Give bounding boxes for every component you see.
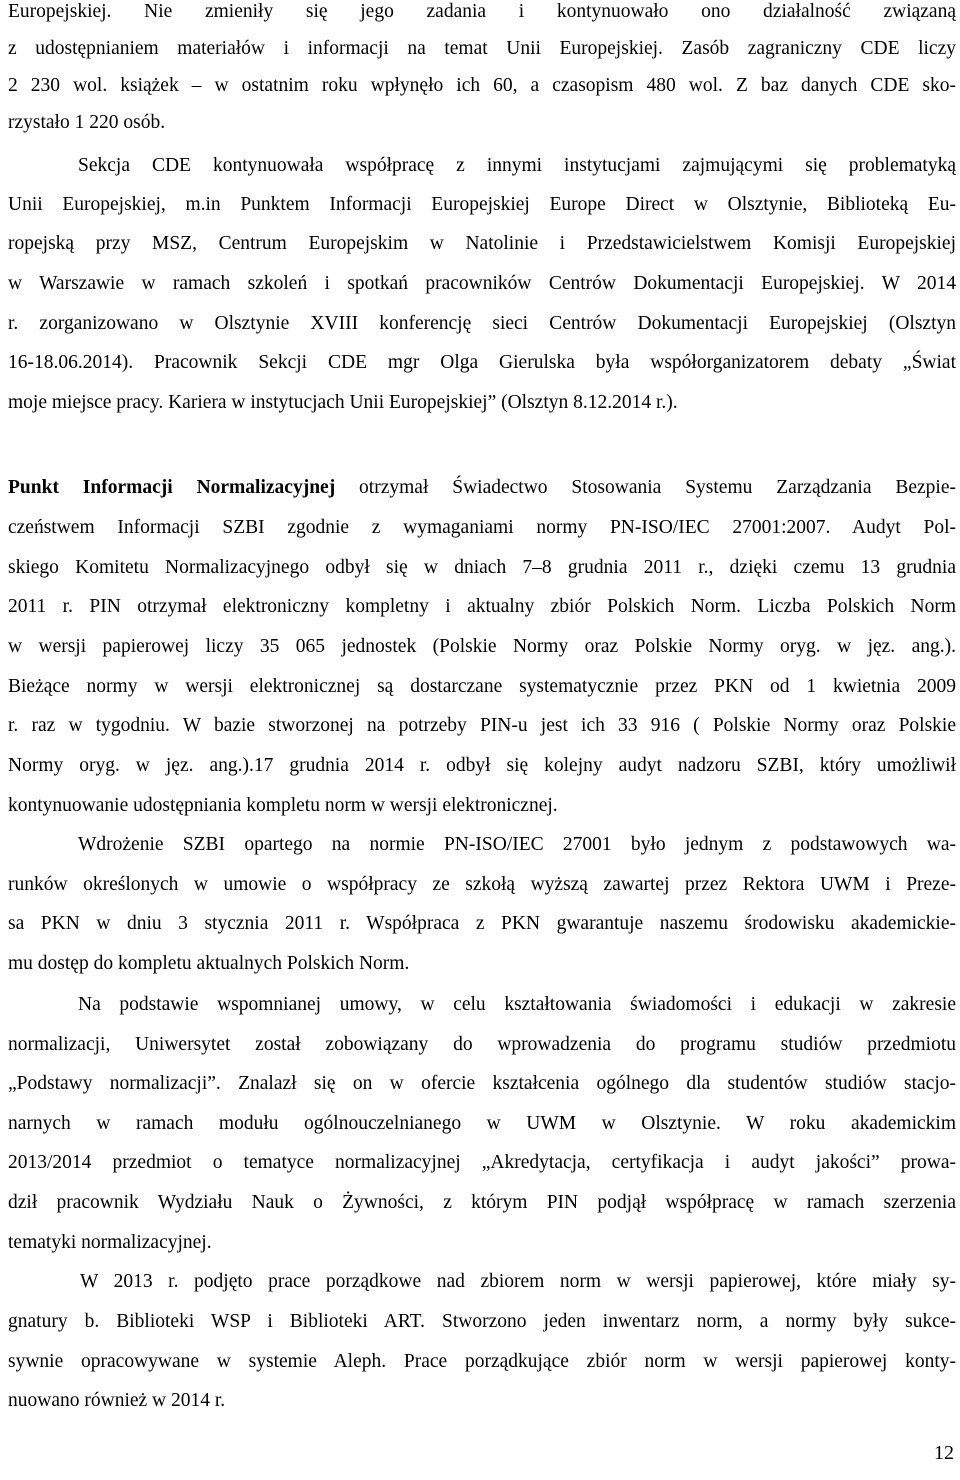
- text-line: z udostępnianiem materiałów i informacji na temat Unii Europejskiej. Zasób zagraniczny CDE liczy: [8, 38, 956, 59]
- text-line: skiego Komitetu Normalizacyjnego odbył się w dniach 7–8 grudnia 2011 r., dzięki czemu 13 grudnia: [8, 557, 956, 578]
- text-line: czeństwem Informacji SZBI zgodnie z wymaganiami normy PN-ISO/IEC 27001:2007. Audyt Pol-: [8, 517, 956, 538]
- text-line: [8, 476, 956, 500]
- text-line: dził pracownik Wydziału Nauk o Żywności, z którym PIN podjął współpracę w ramach szerzenia: [8, 1192, 956, 1213]
- text-line: w wersji papierowej liczy 35 065 jednostek (Polskie Normy oraz Polskie Normy oryg. w jęz. ang.).: [8, 636, 956, 657]
- text-line: moje miejsce pracy. Kariera w instytucjach Unii Europejskiej” (Olsztyn 8.12.2014 r.).: [8, 392, 678, 413]
- text-line: „Podstawy normalizacji”. Znalazł się on w ofercie kształcenia ogólnego dla studentów studiów stacjo-: [8, 1073, 956, 1094]
- text-line: Europejskiej. Nie zmieniły się jego zadania i kontynuowało ono działalność związaną: [8, 1, 956, 22]
- text-line: w Warszawie w ramach szkoleń i spotkań pracowników Centrów Dokumentacji Europejskiej. W 2014: [8, 273, 956, 294]
- text-line: ropejską przy MSZ, Centrum Europejskim w Natolinie i Przedstawicielstwem Komisji Europejskiej: [8, 233, 956, 254]
- text-line: Bieżące normy w wersji elektronicznej są dostarczane systematycznie przez PKN od 1 kwietnia 2009: [8, 676, 956, 697]
- text-line: gnatury b. Biblioteki WSP i Biblioteki ART. Stworzono jeden inwentarz norm, a normy były sukce-: [8, 1311, 956, 1332]
- text-line: tematyki normalizacyjnej.: [8, 1232, 212, 1253]
- text-line: 16-18.06.2014). Pracownik Sekcji CDE mgr Olga Gierulska była współorganizatorem debaty „Świat: [8, 352, 956, 373]
- text-line: 2013/2014 przedmiot o tematyce normalizacyjnej „Akredytacja, certyfikacja i audyt jakości” prowa-: [8, 1152, 956, 1173]
- text-line: Normy oryg. w jęz. ang.).17 grudnia 2014 r. odbył się kolejny audyt nadzoru SZBI, który umożliwił: [8, 755, 956, 776]
- text-line: r. raz w tygodniu. W bazie stworzonej na potrzeby PIN-u jest ich 33 916 ( Polskie Normy oraz Polskie: [8, 715, 956, 736]
- text-line: 2011 r. PIN otrzymał elektroniczny kompletny i aktualny zbiór Polskich Norm. Liczba Polskich Norm: [8, 596, 956, 617]
- text-line: normalizacji, Uniwersytet został zobowiązany do wprowadzenia do programu studiów przedmiotu: [8, 1034, 956, 1055]
- text-line: kontynuowanie udostępniania kompletu norm w wersji elektronicznej.: [8, 795, 558, 816]
- text-line: nuowano również w 2014 r.: [8, 1390, 226, 1411]
- text-line: Unii Europejskiej, m.in Punktem Informacji Europejskiej Europe Direct w Olsztynie, Biblioteką Eu-: [8, 194, 956, 215]
- text-run: otrzymał Świadectwo Stosowania Systemu Zarządzania Bezpie-: [335, 477, 956, 498]
- text-line: rzystało 1 220 osób.: [8, 112, 166, 133]
- text-line: 2 230 wol. książek – w ostatnim roku wpłynęło ich 60, a czasopism 480 wol. Z baz danych CDE sko-: [8, 75, 956, 96]
- text-line: r. zorganizowano w Olsztynie XVIII konferencję sieci Centrów Dokumentacji Europejskiej (Olsztyn: [8, 313, 956, 334]
- text-line: Na podstawie wspomnianej umowy, w celu kształtowania świadomości i edukacji w zakresie: [78, 994, 956, 1015]
- text-line: narnych w ramach modułu ogólnouczelnianego w UWM w Olsztynie. W roku akademickim: [8, 1113, 956, 1134]
- page-number: 12: [934, 1442, 954, 1464]
- text-line: runków określonych w umowie o współpracy ze szkołą wyższą zawartej przez Rektora UWM i Preze-: [8, 874, 956, 895]
- text-line: W 2013 r. podjęto prace porządkowe nad zbiorem norm w wersji papierowej, które miały sy-: [80, 1271, 956, 1292]
- text-line: mu dostęp do kompletu aktualnych Polskich Norm.: [8, 953, 410, 974]
- text-line: Wdrożenie SZBI opartego na normie PN-ISO/IEC 27001 było jednym z podstawowych wa-: [78, 834, 956, 855]
- text-line: sywnie opracowywane w systemie Aleph. Prace porządkujące zbiór norm w wersji papierowej konty-: [8, 1351, 956, 1372]
- text-line: sa PKN w dniu 3 stycznia 2011 r. Współpraca z PKN gwarantuje naszemu środowisku akademickie-: [8, 913, 956, 934]
- text-line: Sekcja CDE kontynuowała współpracę z innymi instytucjami zajmującymi się problematyką: [78, 155, 956, 176]
- section-heading: Punkt Informacji Normalizacyjnej: [8, 477, 336, 498]
